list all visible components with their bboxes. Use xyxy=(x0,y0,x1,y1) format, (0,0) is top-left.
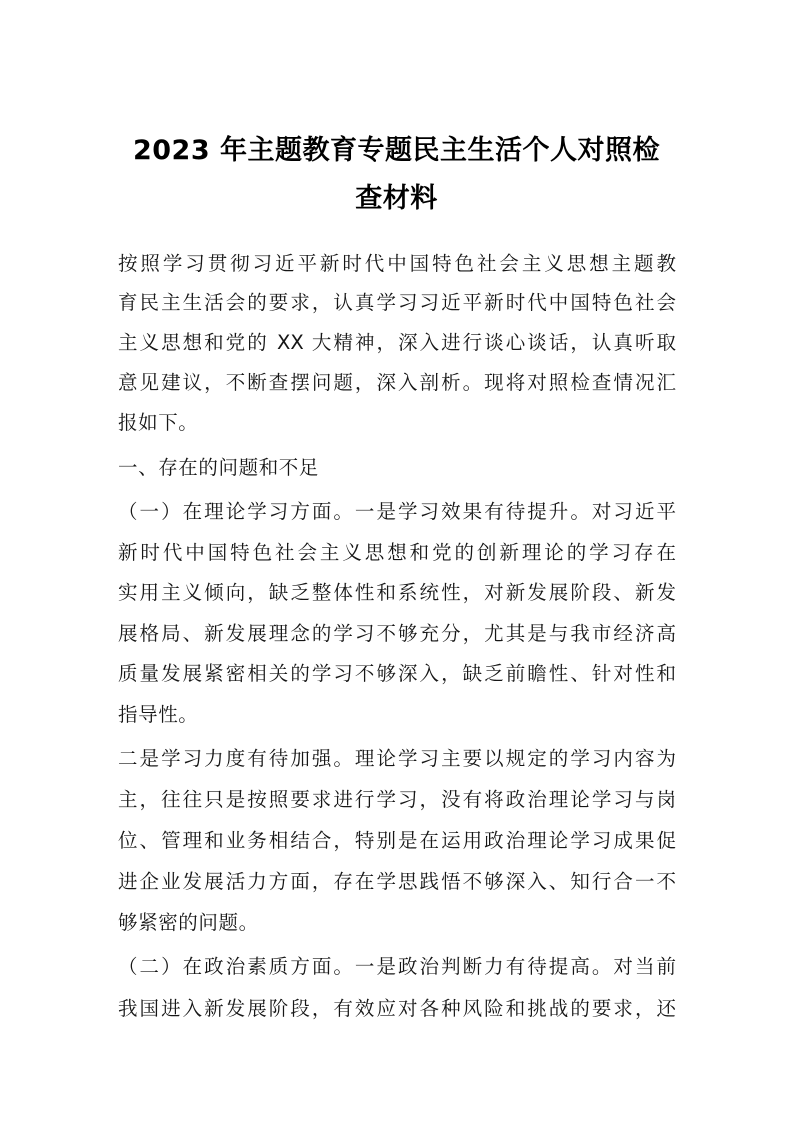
paragraph-line: 展格局、新发展理念的学习不够充分，尤其是与我市经济高 xyxy=(118,622,676,645)
paragraph-line: 位、管理和业务相结合，特别是在运用政治理论学习成果促 xyxy=(118,829,676,852)
paragraph-line: 质量发展紧密相关的学习不够深入，缺乏前瞻性、针对性和 xyxy=(118,662,676,685)
paragraph-line: 指导性。 xyxy=(118,703,199,726)
paragraph-line: 报如下。 xyxy=(118,411,199,434)
paragraph-line: （二）在政治素质方面。一是政治判断力有待提高。对当前 xyxy=(118,955,676,978)
paragraph-line: 育民主生活会的要求，认真学习习近平新时代中国特色社会 xyxy=(118,291,676,314)
paragraph-line: 实用主义倾向，缺乏整体性和系统性，对新发展阶段、新发 xyxy=(118,581,676,604)
paragraph-line: 主，往往只是按照要求进行学习，没有将政治理论学习与岗 xyxy=(118,788,676,811)
document-title-line-2: 查材料 xyxy=(355,183,438,214)
paragraph-line: 二是学习力度有待加强。理论学习主要以规定的学习内容为 xyxy=(118,747,676,770)
paragraph-line: 主义思想和党的 XX 大精神，深入进行谈心谈话，认真听取 xyxy=(118,331,676,354)
document-title-line-1: 2023 年主题教育专题民主生活个人对照检 xyxy=(132,135,661,166)
paragraph-line: 我国进入新发展阶段，有效应对各种风险和挑战的要求，还 xyxy=(118,997,676,1020)
section-heading: 一、存在的问题和不足 xyxy=(118,456,320,479)
paragraph-line: 新时代中国特色社会主义思想和党的创新理论的学习存在 xyxy=(118,541,676,564)
paragraph-line: 进企业发展活力方面，存在学思践悟不够深入、知行合一不 xyxy=(118,870,676,893)
paragraph-line: 意见建议，不断查摆问题，深入剖析。现将对照检查情况汇 xyxy=(118,371,676,394)
paragraph-line: （一）在理论学习方面。一是学习效果有待提升。对习近平 xyxy=(118,500,676,523)
paragraph-line: 够紧密的问题。 xyxy=(118,911,259,934)
paragraph-line: 按照学习贯彻习近平新时代中国特色社会主义思想主题教 xyxy=(118,252,676,275)
